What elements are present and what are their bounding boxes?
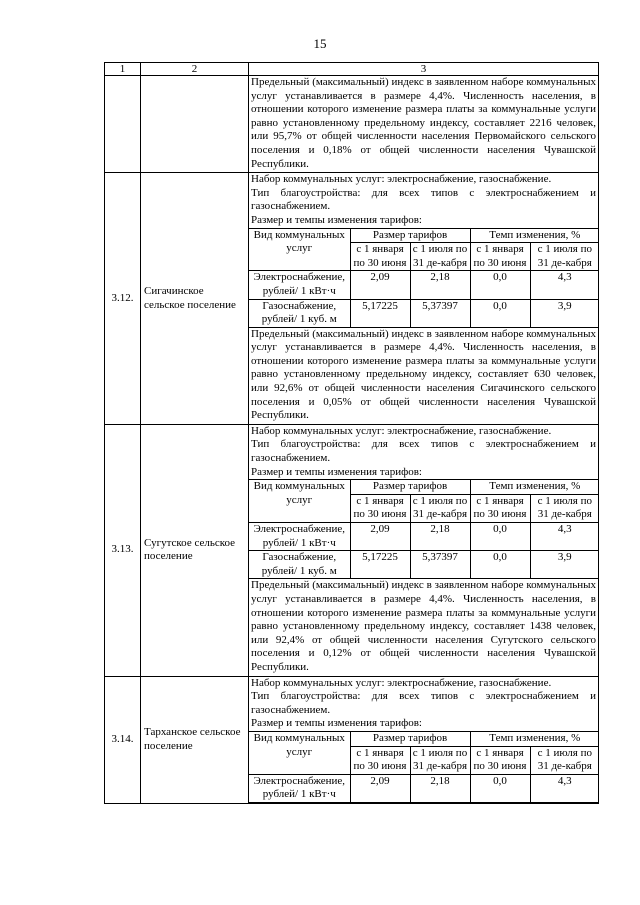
tariff-service: Электроснабжение, рублей/ 1 кВт·ч bbox=[249, 774, 350, 802]
tariff-row bbox=[249, 299, 599, 327]
row-number: 3.12. bbox=[105, 173, 141, 425]
tariff-price-h1: 5,17225 bbox=[350, 299, 410, 327]
tariff-row bbox=[249, 523, 599, 551]
tariff-subheader-jul: с 1 июля по 31 де-кабря bbox=[530, 243, 599, 271]
header-row bbox=[105, 63, 599, 76]
tariff-price-h1: 2,09 bbox=[350, 271, 410, 299]
tariff-rate-h1: 0,0 bbox=[470, 774, 530, 802]
tariff-header-size: Размер тарифов bbox=[350, 731, 470, 746]
tariff-rate-h1: 0,0 bbox=[470, 523, 530, 551]
tariff-row bbox=[249, 271, 599, 299]
tariff-subheader-jul: с 1 июля по 31 де-кабря bbox=[410, 494, 470, 522]
tariff-price-h2: 2,18 bbox=[410, 271, 470, 299]
tariff-table bbox=[249, 731, 599, 803]
tariff-rate-h2: 4,3 bbox=[530, 774, 599, 802]
tariff-rate-h2: 3,9 bbox=[530, 299, 599, 327]
intro-line: Набор коммунальных услуг: электроснабжение, газоснабжение. bbox=[251, 173, 552, 186]
settlement-name: Тарханское сельское поселение bbox=[141, 676, 249, 803]
header-col-1: 1 bbox=[105, 63, 141, 76]
intro-line: Тип благоустройства: для всех типов с электроснабжением и газоснабжением. bbox=[251, 690, 596, 716]
settlement-row bbox=[105, 676, 599, 803]
settlement-details bbox=[249, 424, 599, 676]
tariff-subheader-jul: с 1 июля по 31 де-кабря bbox=[530, 494, 599, 522]
intro-line: Размер и темпы изменения тарифов: bbox=[251, 465, 422, 478]
tariff-price-h2: 5,37397 bbox=[410, 551, 470, 579]
limit-index-paragraph: Предельный (максимальный) индекс в заявленном наборе коммунальных услуг устанавливается в размере 4,4%. Численность населения, в отношении которого изменение размера платы за коммунальные услуги равно установленному предельному индексу, составляет 2216 человек, или 95,7% от общей численности населения Первомайского сельского поселения и 0,18% от общей численности населения Чувашской Республики. bbox=[251, 76, 596, 170]
tariff-row bbox=[249, 774, 599, 802]
tariff-price-h2: 2,18 bbox=[410, 523, 470, 551]
tariff-header-rate: Темп изменения, % bbox=[470, 731, 599, 746]
tariff-price-h1: 5,17225 bbox=[350, 551, 410, 579]
settlement-name: Сугутское сельское поселение bbox=[141, 424, 249, 676]
tariff-service: Газоснабжение, рублей/ 1 куб. м bbox=[249, 299, 350, 327]
tariff-header-service: Вид коммунальных услуг bbox=[249, 228, 350, 271]
document-table bbox=[104, 62, 599, 804]
tariff-subheader-jul: с 1 июля по 31 де-кабря bbox=[410, 243, 470, 271]
tariff-rate-h2: 4,3 bbox=[530, 271, 599, 299]
intro-line: Набор коммунальных услуг: электроснабжение, газоснабжение. bbox=[251, 424, 552, 437]
tariff-service: Электроснабжение, рублей/ 1 кВт·ч bbox=[249, 523, 350, 551]
tariff-header-size: Размер тарифов bbox=[350, 480, 470, 495]
tariff-subheader-jan: с 1 января по 30 июня bbox=[350, 243, 410, 271]
tariff-service: Электроснабжение, рублей/ 1 кВт·ч bbox=[249, 271, 350, 299]
limit-index-paragraph: Предельный (максимальный) индекс в заявленном наборе коммунальных услуг устанавливается в размере 4,4%. Численность населения, в отношении которого изменение размера платы за коммунальные услуги равно установленному предельному индексу, составляет 630 человек, или 92,6% от общей численности населения Сигачинского сельского поселения и 0,05% от общей численности населения Чувашской Республики. bbox=[251, 327, 596, 422]
page-number: 15 bbox=[313, 36, 327, 51]
tariff-header-service: Вид коммунальных услуг bbox=[249, 731, 350, 774]
tariff-rate-h2: 4,3 bbox=[530, 523, 599, 551]
tariff-price-h1: 2,09 bbox=[350, 523, 410, 551]
row-number: 3.14. bbox=[105, 676, 141, 803]
settlement-details bbox=[249, 676, 599, 803]
limit-index-paragraph: Предельный (максимальный) индекс в заявленном наборе коммунальных услуг устанавливается в размере 4,4%. Численность населения, в отношении которого изменение размера платы за коммунальные услуги равно установленному предельному индексу, составляет 1438 человек, или 92,4% от общей численности населения Сугутского сельского поселения и 0,12% от общей численности населения Чувашской Республики. bbox=[251, 579, 596, 673]
intro-line: Размер и темпы изменения тарифов: bbox=[251, 213, 422, 226]
tariff-subheader-jan: с 1 января по 30 июня bbox=[470, 494, 530, 522]
settlement-row bbox=[105, 76, 599, 173]
tariff-service: Газоснабжение, рублей/ 1 куб. м bbox=[249, 551, 350, 579]
tariff-subheader-jul: с 1 июля по 31 де-кабря bbox=[530, 746, 599, 774]
intro-line: Тип благоустройства: для всех типов с электроснабжением и газоснабжением. bbox=[251, 438, 596, 465]
settlement-name: Сигачинское сельское поселение bbox=[141, 173, 249, 425]
tariff-rate-h1: 0,0 bbox=[470, 299, 530, 327]
tariff-rate-h2: 3,9 bbox=[530, 551, 599, 579]
tariff-subheader-jan: с 1 января по 30 июня bbox=[350, 494, 410, 522]
settlement-details bbox=[249, 173, 599, 425]
tariff-subheader-jul: с 1 июля по 31 де-кабря bbox=[410, 746, 470, 774]
tariff-header-size: Размер тарифов bbox=[350, 228, 470, 243]
intro-line: Размер и темпы изменения тарифов: bbox=[251, 717, 422, 730]
header-col-2: 2 bbox=[141, 63, 249, 76]
intro-line: Набор коммунальных услуг: электроснабжение, газоснабжение. bbox=[251, 676, 552, 689]
tariff-subheader-jan: с 1 января по 30 июня bbox=[470, 243, 530, 271]
settlement-row bbox=[105, 173, 599, 425]
header-col-3: 3 bbox=[249, 63, 599, 76]
tariff-row bbox=[249, 551, 599, 579]
tariff-price-h2: 5,37397 bbox=[410, 299, 470, 327]
tariff-rate-h1: 0,0 bbox=[470, 551, 530, 579]
tariff-subheader-jan: с 1 января по 30 июня bbox=[470, 746, 530, 774]
row-number bbox=[105, 76, 141, 173]
tariff-price-h2: 2,18 bbox=[410, 774, 470, 802]
settlement-details bbox=[249, 76, 599, 173]
settlement-row bbox=[105, 424, 599, 676]
tariff-table bbox=[249, 228, 599, 328]
tariff-rate-h1: 0,0 bbox=[470, 271, 530, 299]
tariff-header-rate: Темп изменения, % bbox=[470, 228, 599, 243]
settlement-name bbox=[141, 76, 249, 173]
tariff-table bbox=[249, 479, 599, 579]
tariff-subheader-jan: с 1 января по 30 июня bbox=[350, 746, 410, 774]
tariff-header-rate: Темп изменения, % bbox=[470, 480, 599, 495]
tariff-header-service: Вид коммунальных услуг bbox=[249, 480, 350, 523]
row-number: 3.13. bbox=[105, 424, 141, 676]
tariff-price-h1: 2,09 bbox=[350, 774, 410, 802]
intro-line: Тип благоустройства: для всех типов с электроснабжением и газоснабжением. bbox=[251, 186, 596, 213]
